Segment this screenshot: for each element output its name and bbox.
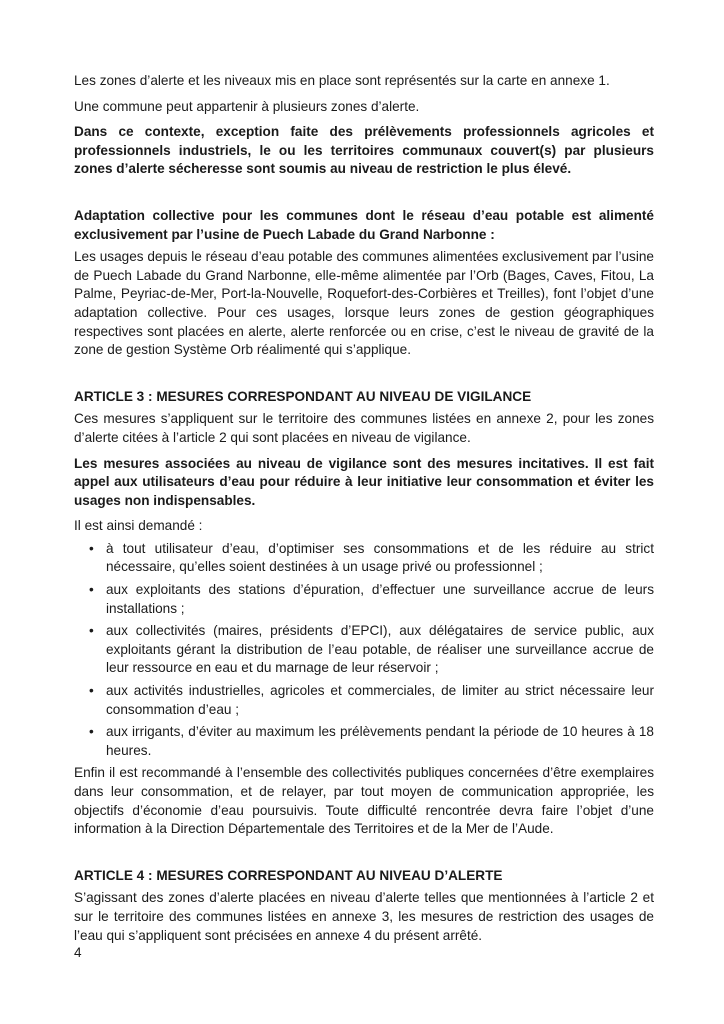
list-item-text: aux collectivités (maires, présidents d’EPCI), aux délégataires de service public, aux exploitants gérant la distribution de l’eau potable, de réaliser une surveillance accrue de leur ressource en eau et du marnage de leur réservoir ;	[106, 623, 654, 676]
article-3-paragraph-4: Enfin il est recommandé à l’ensemble des collectivités publiques concernées d’être exemplaires dans leur consommation, et de relayer, par tout moyen de communication appropriée, les objectifs d’économie d’eau poursuivis. Toute difficulté rencontrée devra faire l’objet d’une information à la Direction Départementale des Territoires et de la Mer de l’Aude.	[74, 765, 654, 837]
list-item	[74, 581, 654, 618]
bullet-icon: •	[89, 623, 94, 639]
bullet-icon: •	[89, 724, 94, 740]
list-item	[74, 723, 654, 760]
page-content	[74, 72, 654, 945]
intro-paragraph-2: Une commune peut appartenir à plusieurs zones d’alerte.	[74, 98, 420, 114]
article-3-title: ARTICLE 3 : MESURES CORRESPONDANT AU NIVEAU DE VIGILANCE	[74, 388, 532, 404]
intro-paragraph-1: Les zones d’alerte et les niveaux mis en place sont représentés sur la carte en annexe 1.	[74, 73, 610, 88]
bullet-icon: •	[89, 540, 94, 556]
list-item-text: à tout utilisateur d’eau, d’optimiser ses consommations et de les réduire au strict nécessaire, qu’elles soient destinées à un usage privé ou professionnel ;	[106, 540, 654, 575]
article-3-paragraph-1: Ces mesures s’appliquent sur le territoire des communes listées en annexe 2, pour les zones d’alerte citées à l’article 2 qui sont placées en niveau de vigilance.	[74, 411, 654, 445]
intro-paragraph-3-bold: Dans ce contexte, exception faite des prélèvements professionnels agricoles et professionnels industriels, le ou les territoires communaux couvert(s) par plusieurs zones d’alerte sécheresse sont soumis au niveau de restriction le plus élevé.	[74, 124, 654, 177]
adaptation-paragraph: Les usages depuis le réseau d’eau potable des communes alimentées exclusivement par l’usine de Puech Labade du Grand Narbonne, elle-même alimentée par l’Orb (Bages, Caves, Fitou, La Palme, Peyriac-de-Mer, Port-la-Nouvelle, Roquefort-des-Corbières et Treilles), font l’objet d’une adaptation collective. Pour ces usages, lorsque leurs zones de gestion géographiques respectives sont placées en alerte, alerte renforcée ou en crise, c’est le niveau de gravité de la zone de gestion Système Orb réalimenté qui s’applique.	[74, 249, 654, 358]
list-item	[74, 622, 654, 678]
adaptation-heading: Adaptation collective pour les communes dont le réseau d’eau potable est alimenté exclusivement par l’usine de Puech Labade du Grand Narbonne :	[74, 207, 654, 242]
article-3-paragraph-2-bold: Les mesures associées au niveau de vigilance sont des mesures incitatives. Il est fait appel aux utilisateurs d’eau pour réduire à leur initiative leur consommation et éviter les usages non indispensables.	[74, 455, 654, 508]
list-item	[74, 682, 654, 719]
article-3-paragraph-3: Il est ainsi demandé :	[74, 518, 203, 534]
article-4-title: ARTICLE 4 : MESURES CORRESPONDANT AU NIVEAU D’ALERTE	[74, 867, 503, 883]
list-item-text: aux activités industrielles, agricoles et commerciales, de limiter au strict nécessaire leur consommation d’eau ;	[106, 683, 654, 717]
bullet-icon: •	[89, 683, 94, 699]
list-item-text: aux irrigants, d’éviter au maximum les prélèvements pendant la période de 10 heures à 18 heures.	[106, 724, 654, 758]
list-item-text: aux exploitants des stations d’épuration, d’effectuer une surveillance accrue de leurs installations ;	[106, 582, 654, 616]
article-4-paragraph-1: S’agissant des zones d’alerte placées en niveau d’alerte telles que mentionnées à l’article 2 et sur le territoire des communes listées en annexe 3, les mesures de restriction des usages de l’eau qui s’appliquent sont précisées en annexe 4 du présent arrêté.	[74, 890, 654, 943]
article-3-bullet-list	[74, 540, 654, 761]
list-item	[74, 540, 654, 577]
bullet-icon: •	[89, 582, 94, 598]
page-number: 4	[74, 945, 82, 960]
